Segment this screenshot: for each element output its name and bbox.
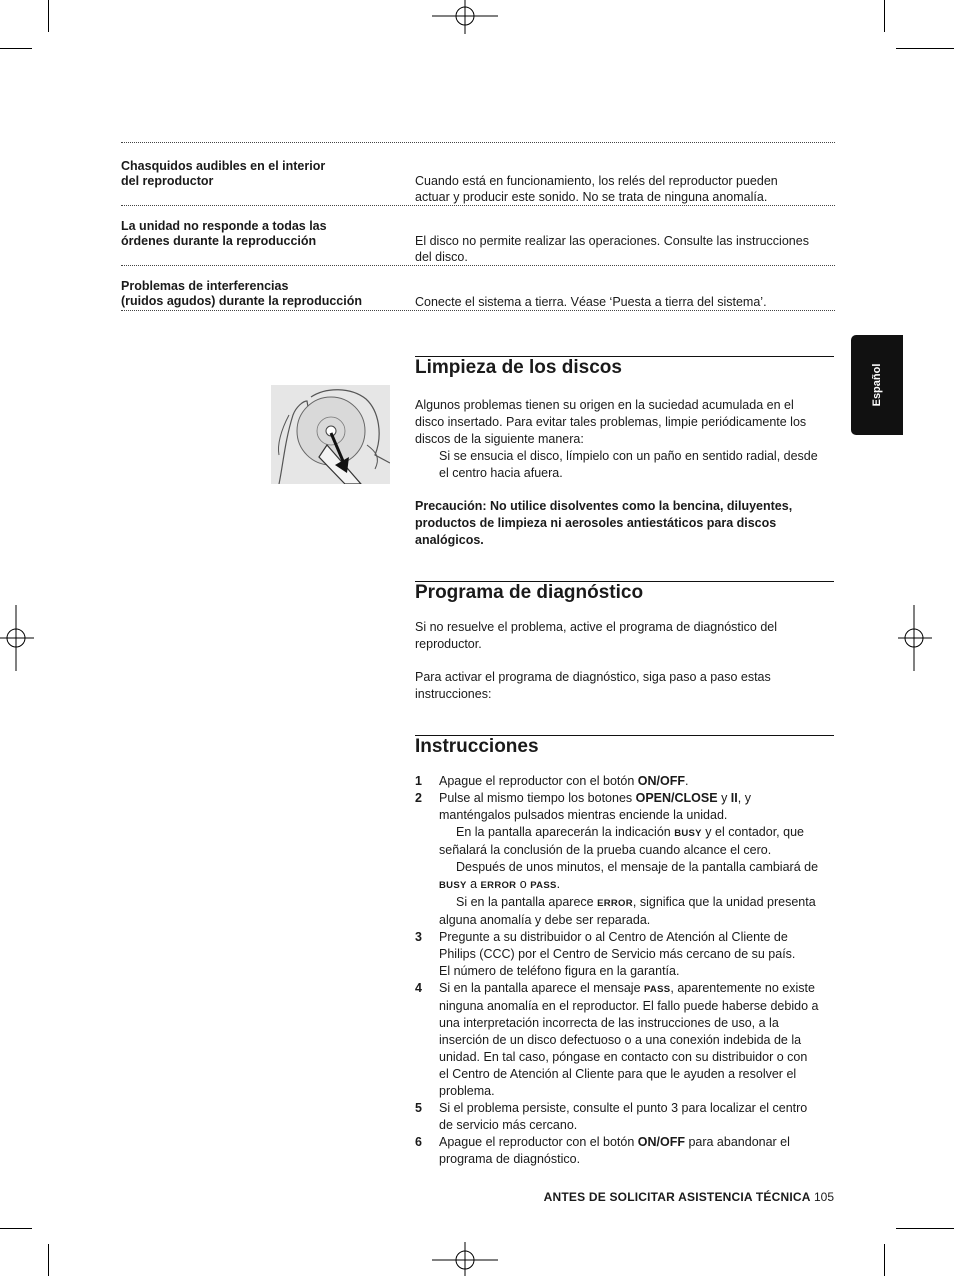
registration-mark-icon	[0, 605, 36, 671]
language-tab	[851, 335, 903, 435]
step-text: , y	[737, 791, 751, 805]
step-text: Apague el reproductor con el botón	[439, 774, 638, 788]
step-note: Después de unos minutos, el mensaje de la pantalla cambiará de	[456, 860, 819, 874]
step-text: Apague el reproductor con el botón	[439, 1135, 638, 1149]
paragraph-line: instrucciones:	[415, 687, 492, 701]
step-text: una interpretación incorrecta de las instrucciones de uso, a la	[439, 1016, 779, 1030]
problem-line: Chasquidos audibles en el interior	[121, 159, 326, 173]
crop-mark	[896, 1228, 954, 1229]
step-text: el Centro de Atención al Cliente para que le ayuden a resolver el	[439, 1067, 797, 1081]
table-row	[121, 142, 835, 205]
paragraph-line: Si no resuelve el problema, active el programa de diagnóstico del	[415, 620, 778, 634]
step-text: o	[516, 877, 531, 891]
language-tab-label: Español	[871, 363, 883, 407]
problem-text	[121, 279, 401, 309]
step-text: , significa que la unidad presenta	[632, 895, 816, 909]
button-name: II	[730, 791, 738, 805]
display-message: BUSY	[439, 880, 467, 891]
step-text: señalará la conclusión de la prueba cuando alcance el cero.	[439, 843, 772, 857]
step-text: .	[684, 774, 689, 788]
step-number: 5	[415, 1101, 422, 1115]
list-item	[415, 1100, 834, 1134]
step-text: unidad. En tal caso, póngase en contacto con su distribuidor o con	[439, 1050, 808, 1064]
step-number: 1	[415, 774, 422, 788]
step-text: Si en la pantalla aparece el mensaje	[439, 981, 644, 995]
display-message: PASS	[530, 880, 557, 891]
crop-mark	[0, 1228, 32, 1229]
solution-line: del disco.	[415, 250, 468, 264]
step-text	[439, 876, 834, 894]
solution-text	[415, 294, 835, 310]
paragraph-line: reproductor.	[415, 637, 482, 651]
registration-mark-icon	[896, 605, 932, 671]
step-text: y	[717, 791, 731, 805]
problem-line: (ruidos agudos) durante la reproducción	[121, 294, 362, 308]
list-item	[415, 929, 834, 980]
step-number: 6	[415, 1135, 422, 1149]
step-text: Pregunte a su distribuidor o al Centro de Atención al Cliente de	[439, 930, 788, 944]
diagnostic-text	[415, 619, 834, 703]
registration-mark-icon	[432, 0, 498, 36]
caution-line: analógicos.	[415, 533, 484, 547]
step-text: ninguna anomalía en el reproductor. El fallo puede haberse debido a	[439, 999, 819, 1013]
caution-line: Precaución: No utilice disolventes como la bencina, diluyentes,	[415, 499, 793, 513]
disc-cleaning-illustration-icon	[271, 385, 390, 484]
button-name: ON/OFF	[637, 1135, 685, 1149]
registration-mark-icon	[432, 1240, 498, 1276]
step-number: 4	[415, 981, 422, 995]
step-text: a	[466, 877, 481, 891]
solution-text	[415, 173, 835, 205]
paragraph-line: el centro hacia afuera.	[439, 466, 563, 480]
step-text: Si en la pantalla aparece	[456, 895, 598, 909]
crop-mark	[896, 48, 954, 49]
step-text: alguna anomalía y debe ser reparada.	[439, 913, 651, 927]
step-text: manténgalos pulsados mientras enciende la unidad.	[439, 808, 728, 822]
step-text: En la pantalla aparecerán la indicación	[456, 825, 675, 839]
instructions-list	[415, 773, 834, 1168]
page-footer	[544, 1190, 834, 1204]
solution-text	[415, 233, 835, 265]
paragraph-line: discos de la siguiente manera:	[415, 432, 584, 446]
list-item	[415, 980, 834, 1100]
crop-mark	[884, 1244, 885, 1276]
solution-line: El disco no permite realizar las operaciones. Consulte las instrucciones	[415, 234, 809, 248]
problem-line: del reproductor	[121, 174, 214, 188]
problem-line: La unidad no responde a todas las	[121, 219, 327, 233]
step-text: para abandonar el	[684, 1135, 790, 1149]
display-message: ERROR	[597, 898, 633, 909]
step-number: 3	[415, 930, 422, 944]
step-number: 2	[415, 791, 422, 805]
section-title-diagnostic	[415, 581, 834, 604]
section-title-cleaning	[415, 356, 834, 379]
problem-line: Problemas de interferencias	[121, 279, 289, 293]
paragraph-line: Algunos problemas tienen su origen en la suciedad acumulada en el	[415, 398, 794, 412]
step-text: El número de teléfono figura en la garantía.	[439, 964, 680, 978]
problem-text	[121, 159, 401, 189]
crop-mark	[48, 1244, 49, 1276]
table-row	[121, 265, 835, 311]
display-message: BUSY	[674, 828, 702, 839]
step-text: inserción de un disco defectuoso o a una conexión indebida de la	[439, 1033, 802, 1047]
step-text: y el contador, que	[701, 825, 804, 839]
display-message: ERROR	[480, 880, 517, 891]
step-text: Philips (CCC) por el Centro de Servicio más cercano de su país.	[439, 947, 796, 961]
button-name: ON/OFF	[637, 774, 685, 788]
solution-line: actuar y producir este sonido. No se trata de ninguna anomalía.	[415, 190, 768, 204]
step-text: programa de diagnóstico.	[439, 1152, 581, 1166]
section-title-text: Limpieza de los discos	[415, 357, 622, 378]
solution-line: Cuando está en funcionamiento, los relés del reproductor pueden	[415, 174, 778, 188]
list-item	[415, 790, 834, 929]
problem-text	[121, 219, 401, 249]
problem-line: órdenes durante la reproducción	[121, 234, 317, 248]
paragraph-line: Para activar el programa de diagnóstico, siga paso a paso estas	[415, 670, 771, 684]
list-item	[415, 773, 834, 790]
step-text: problema.	[439, 1084, 495, 1098]
troubleshooting-table	[121, 142, 835, 311]
step-text: Si el problema persiste, consulte el punto 3 para localizar el centro	[439, 1101, 808, 1115]
crop-mark	[0, 48, 32, 49]
step-text: .	[556, 877, 561, 891]
button-name: OPEN/CLOSE	[635, 791, 718, 805]
step-note	[439, 824, 834, 842]
solution-line: Conecte el sistema a tierra. Véase ‘Puesta a tierra del sistema’.	[415, 295, 767, 309]
paragraph-line: disco insertado. Para evitar tales problemas, limpie periódicamente los	[415, 415, 807, 429]
step-text: de servicio más cercano.	[439, 1118, 578, 1132]
step-text: Pulse al mismo tiempo los botones	[439, 791, 636, 805]
caution-line: productos de limpieza ni aerosoles antiestáticos para discos	[415, 516, 777, 530]
table-row	[121, 205, 835, 265]
footer-title: ANTES DE SOLICITAR ASISTENCIA TÉCNICA	[543, 1190, 811, 1204]
list-item	[415, 1134, 834, 1168]
crop-mark	[48, 0, 49, 32]
step-note	[439, 894, 834, 912]
step-text: , aparentemente no existe	[670, 981, 815, 995]
page-number: 105	[813, 1190, 834, 1204]
display-message: PASS	[644, 984, 671, 995]
cleaning-text	[415, 397, 834, 549]
section-title-instructions	[415, 735, 834, 758]
section-title-text: Instrucciones	[415, 736, 539, 757]
paragraph-line: Si se ensucia el disco, límpielo con un paño en sentido radial, desde	[439, 449, 818, 463]
section-title-text: Programa de diagnóstico	[415, 582, 644, 603]
crop-mark	[884, 0, 885, 32]
